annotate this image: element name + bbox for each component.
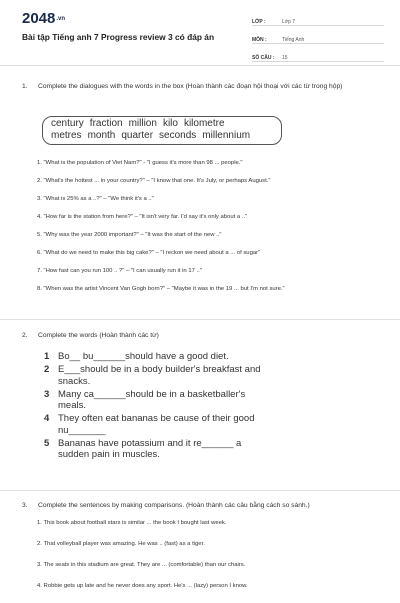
meta-label: MÔN : xyxy=(252,37,267,43)
logo-tld: .vn xyxy=(56,16,66,23)
list-item: 5. "Why was the year 2000 important?" – "It was the start of the new .." xyxy=(37,232,222,238)
word-box-word: millennium xyxy=(202,130,251,141)
item-text: E___should be in a body builder's breakfast and snacks. xyxy=(58,364,261,387)
list-item: 1. "What is the population of Viet Nam?" - "I guess it's more than 98 ... people." xyxy=(37,160,243,166)
site-logo[interactable] xyxy=(22,10,65,27)
list-item xyxy=(44,413,264,436)
document-meta xyxy=(252,12,384,66)
question-3-items xyxy=(37,519,387,603)
list-item: 7. "How fast can you run 100 .. ?" – "I can usually run it in 17 .." xyxy=(37,268,202,274)
list-item: 1. This book about football stars is similar ... the book I bought last week. xyxy=(37,520,227,526)
item-number: 2 xyxy=(44,364,50,375)
page-header xyxy=(0,0,400,66)
item-text: Many ca______should be in a basketballer's meals. xyxy=(58,388,246,411)
question-text: Complete the sentences by making comparisons. (Hoàn thành các câu bằng cách so sánh.) xyxy=(38,502,310,509)
meta-value: Tiếng Anh xyxy=(282,37,305,43)
list-item xyxy=(44,364,264,387)
item-number: 3 xyxy=(44,388,50,400)
question-2-title xyxy=(22,331,378,341)
list-item: 8. "When was the artist Vincent Van Gogh born?" – "Maybe it was in the 19 ... but I'm not sure." xyxy=(37,286,285,292)
question-number: 3. xyxy=(22,502,28,509)
logo-main: 2048 xyxy=(22,10,56,27)
word-box-word: metres xyxy=(51,130,82,141)
list-item xyxy=(44,389,264,412)
list-item: 2. That volleyball player was amazing. He was .. (fast) as a tiger. xyxy=(37,541,205,547)
item-number: 1 xyxy=(44,351,50,362)
word-box-word: seconds xyxy=(159,130,197,141)
list-item xyxy=(44,438,264,461)
list-item: 6. "What do we need to make this big cake?" – "I reckon we need about a ... of sugar" xyxy=(37,250,261,256)
question-text: Complete the dialogues with the words in the box (Hoàn thành các đoạn hội thoại với các từ trong hộp) xyxy=(38,83,343,90)
word-box-word: kilo xyxy=(162,118,178,129)
question-1-items xyxy=(37,159,387,303)
meta-value: Lớp 7 xyxy=(282,19,296,25)
document-title: Bài tập Tiếng anh 7 Progress review 3 có đáp án xyxy=(22,32,215,42)
item-text: Bo__ bu______should have a good diet. xyxy=(58,351,229,362)
question-number: 2. xyxy=(22,332,28,339)
word-box-word: month xyxy=(87,130,116,141)
list-item xyxy=(44,351,264,363)
item-number: 5 xyxy=(44,437,50,449)
word-box-word: kilometre xyxy=(183,118,225,129)
word-box-word: fraction xyxy=(89,118,123,129)
list-item: 3. "What is 25% as a ..?" – "We think it's a .." xyxy=(37,196,154,202)
section-divider xyxy=(0,490,400,491)
question-1-title xyxy=(22,82,378,104)
section-divider xyxy=(0,319,400,320)
meta-row-count xyxy=(252,48,384,62)
meta-value: 15 xyxy=(282,55,288,61)
list-item: 2. "What's the hottest ... in your country?" – "I know that one. It's July, or perhaps August." xyxy=(37,178,271,184)
word-box-word: century xyxy=(51,118,84,129)
list-item: 4. "How far is the station from here?" – "It isn't very far. I'd say it's only about a .." xyxy=(37,214,248,220)
list-item: 3. The seats in this stadium are great. They are ... (comfortable) than our chairs. xyxy=(37,562,246,568)
meta-label: SỐ CÂU : xyxy=(252,55,275,61)
question-2-items xyxy=(44,351,264,462)
question-text: Complete the words (Hoàn thành các từ) xyxy=(38,332,159,339)
word-box-word: million xyxy=(128,118,157,129)
meta-row-class xyxy=(252,12,384,26)
item-text: They often eat bananas be cause of their good nu_______ xyxy=(58,413,255,436)
meta-label: LỚP : xyxy=(252,19,266,25)
word-box-word: quarter xyxy=(121,130,154,141)
question-3-title xyxy=(22,501,378,511)
question-number: 1. xyxy=(22,83,28,90)
item-number: 4 xyxy=(44,413,50,424)
item-text: Bananas have potassium and it re______ a sudden pain in muscles. xyxy=(58,437,242,460)
word-box xyxy=(42,116,282,145)
list-item: 4. Robbie gets up late and he never does any sport. He's ... (lazy) person I know. xyxy=(37,583,248,589)
meta-row-subject xyxy=(252,30,384,44)
